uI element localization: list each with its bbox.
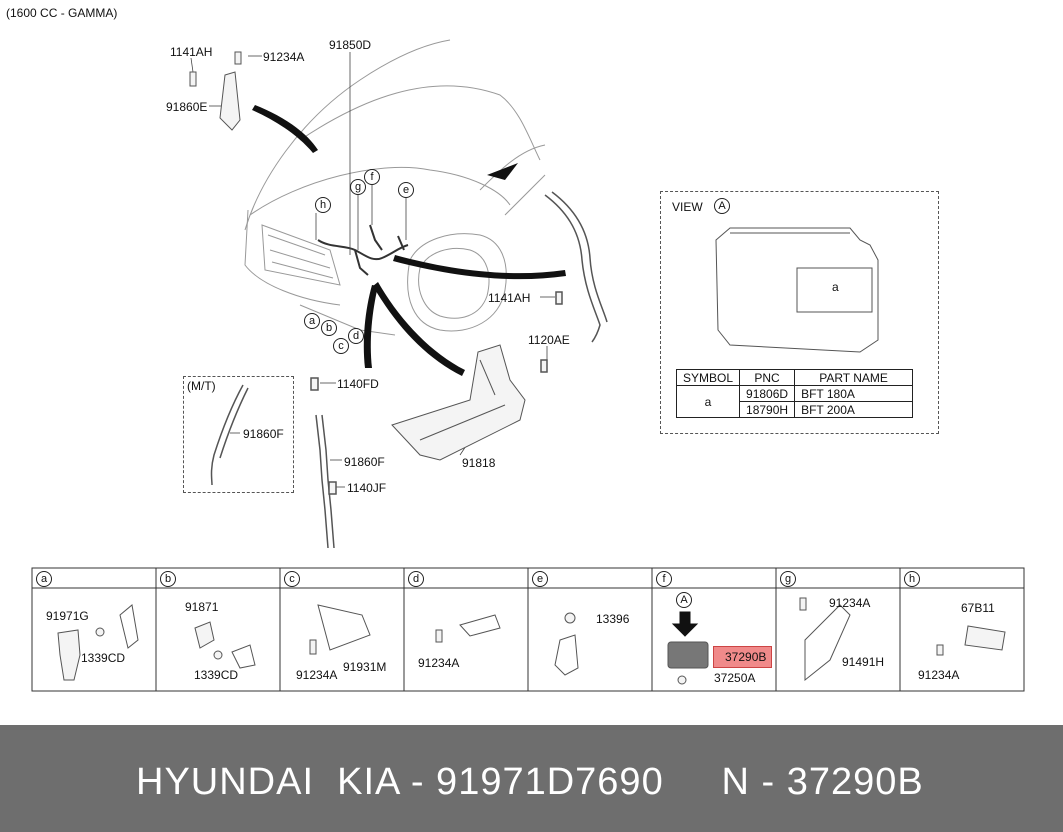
label-91234A-top: 91234A (263, 50, 305, 64)
detail-h-part: 67B11 (961, 601, 995, 615)
view-inner-label: a (832, 280, 839, 294)
leader-curves (252, 105, 566, 376)
callout-f: f (364, 169, 380, 185)
detail-b-part: 1339CD (194, 668, 239, 682)
detail-c-marker: c (284, 571, 300, 587)
detail-g-part: 91491H (842, 655, 885, 669)
detail-f-view-marker: A (676, 592, 692, 608)
label-91818: 91818 (462, 456, 496, 470)
callout-c: c (333, 338, 349, 354)
detail-a-marker: a (36, 571, 52, 587)
callout-d: d (348, 328, 364, 344)
view-marker: A (714, 198, 730, 214)
detail-table-frame (32, 568, 1024, 691)
detail-e-marker: e (532, 571, 548, 587)
wiring-harness (318, 225, 408, 275)
detail-f-marker: f (656, 571, 672, 587)
detail-f-part: 37250A (714, 671, 756, 685)
fuse-parts-table (676, 369, 913, 418)
detail-b-marker: b (160, 571, 176, 587)
table-header-pnc: PNC (740, 370, 795, 386)
label-91860F-mt: 91860F (243, 427, 284, 441)
table-header-part-name: PART NAME (795, 370, 913, 386)
table-header-symbol: SYMBOL (677, 370, 740, 386)
label-1140FD: 1140FD (337, 377, 379, 391)
detail-h-part: 91234A (918, 668, 960, 682)
cable-91860F (311, 378, 336, 548)
detail-g-marker: g (780, 571, 796, 587)
detail-d-part: 91234A (418, 656, 460, 670)
label-91850D: 91850D (329, 38, 372, 52)
callout-b: b (321, 320, 337, 336)
table-cell-pnc: 91806D (740, 386, 795, 402)
label-1141AH-right: 1141AH (488, 291, 531, 305)
view-title: VIEW (672, 200, 703, 214)
detail-h-marker: h (904, 571, 920, 587)
engine-subtitle: (1600 CC - GAMMA) (6, 6, 118, 20)
label-91860E: 91860E (166, 100, 208, 114)
detail-f-part-highlighted: 37290B (725, 650, 767, 664)
detail-b-part: 91871 (185, 600, 219, 614)
bracket-91818 (392, 345, 525, 460)
callout-g: g (350, 179, 366, 195)
table-cell-name: BFT 180A (795, 386, 913, 402)
detail-a-part: 91971G (46, 609, 89, 623)
label-1141AH-top: 1141AH (170, 45, 213, 59)
footer-part-numbers: HYUNDAI KIA - 91971D7690 N - 37290B (136, 761, 924, 803)
callout-h: h (315, 197, 331, 213)
table-cell-pnc: 18790H (740, 402, 795, 418)
label-91860F: 91860F (344, 455, 385, 469)
detail-c-part: 91931M (343, 660, 387, 674)
detail-c-part: 91234A (296, 668, 338, 682)
detail-g-part: 91234A (829, 596, 871, 610)
detail-e-part: 13396 (596, 612, 630, 626)
mt-variant-box (183, 376, 294, 493)
label-1140JF: 1140JF (347, 481, 387, 495)
mt-label: (M/T) (187, 379, 216, 393)
detail-d-marker: d (408, 571, 424, 587)
detail-a-part: 1339CD (81, 651, 126, 665)
callout-a: a (304, 313, 320, 329)
bracket-91860E (190, 52, 241, 130)
table-cell-name: BFT 200A (795, 402, 913, 418)
label-1120AE: 1120AE (528, 333, 570, 347)
table-row (677, 386, 913, 402)
callout-e: e (398, 182, 414, 198)
table-cell-symbol: a (677, 386, 740, 418)
